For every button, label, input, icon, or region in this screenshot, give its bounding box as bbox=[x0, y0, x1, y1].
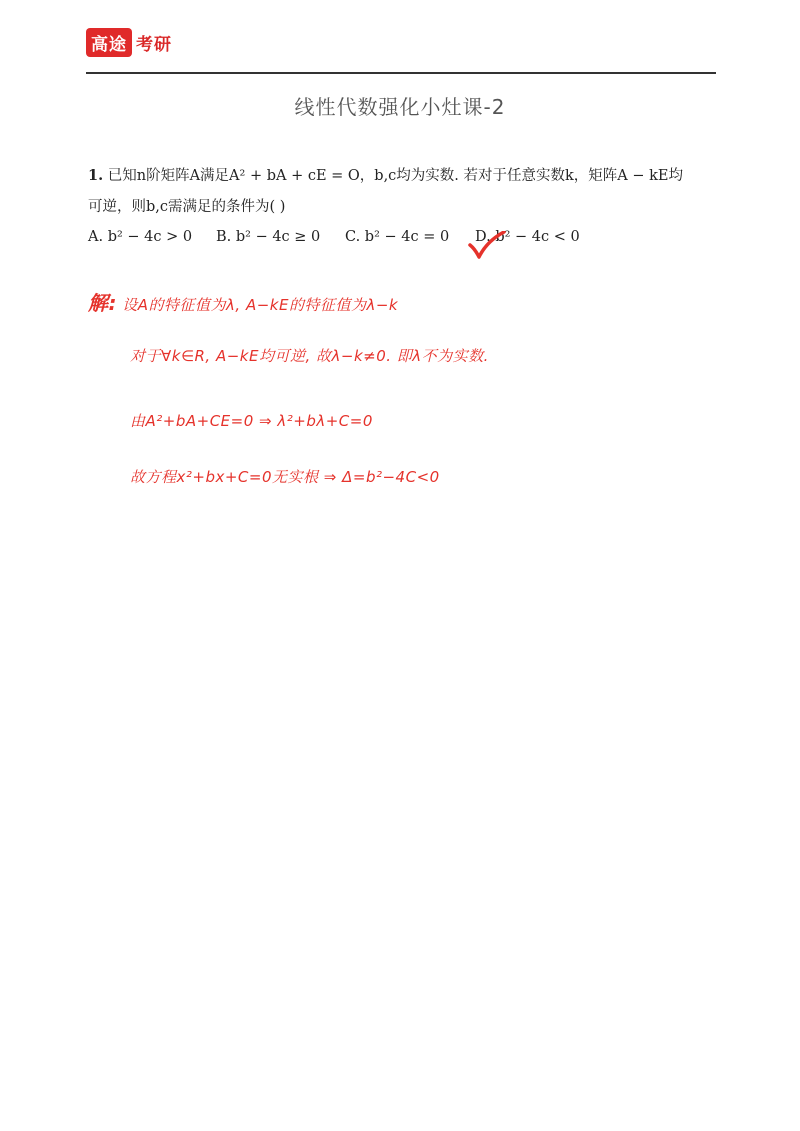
checkmark-icon bbox=[467, 231, 507, 261]
solution-line-3: 由A²+bA+CE=0 ⇒ λ²+bλ+C=0 bbox=[130, 412, 373, 430]
brand-logo bbox=[86, 28, 172, 57]
question-block bbox=[88, 160, 718, 223]
option-c: C. b² − 4c = 0 bbox=[345, 229, 450, 245]
option-d: D. b² − 4c < 0 bbox=[475, 229, 580, 245]
page-title: 线性代数强化小灶课-2 bbox=[294, 95, 506, 119]
header-divider bbox=[86, 72, 716, 74]
option-a: A. b² − 4c > 0 bbox=[88, 229, 193, 245]
solution-text-1: 设A的特征值为λ, A−kE的特征值为λ−k bbox=[122, 296, 399, 314]
page-header bbox=[86, 28, 716, 74]
logo-text: 考研 bbox=[136, 35, 172, 55]
solution-line-1 bbox=[88, 287, 398, 316]
solution-lead: 解: bbox=[88, 291, 117, 315]
logo-mark: 高途 bbox=[86, 28, 132, 57]
solution-line-4: 故方程x²+bx+C=0无实根 ⇒ Δ=b²−4C<0 bbox=[130, 468, 440, 486]
option-b: B. b² − 4c ≥ 0 bbox=[216, 229, 321, 245]
question-text-1: 已知n阶矩阵A满足A² + bA + cE = O，b,c均为实数. 若对于任意实数k，矩阵A − kE均 bbox=[107, 168, 684, 184]
question-number: 1. bbox=[88, 167, 104, 184]
question-line-1 bbox=[88, 160, 718, 192]
solution-line-2: 对于∀k∈R, A−kE均可逆, 故λ−k≠0. 即λ不为实数. bbox=[130, 347, 489, 365]
question-line-2: 可逆，则b,c需满足的条件为( ) bbox=[88, 199, 286, 215]
